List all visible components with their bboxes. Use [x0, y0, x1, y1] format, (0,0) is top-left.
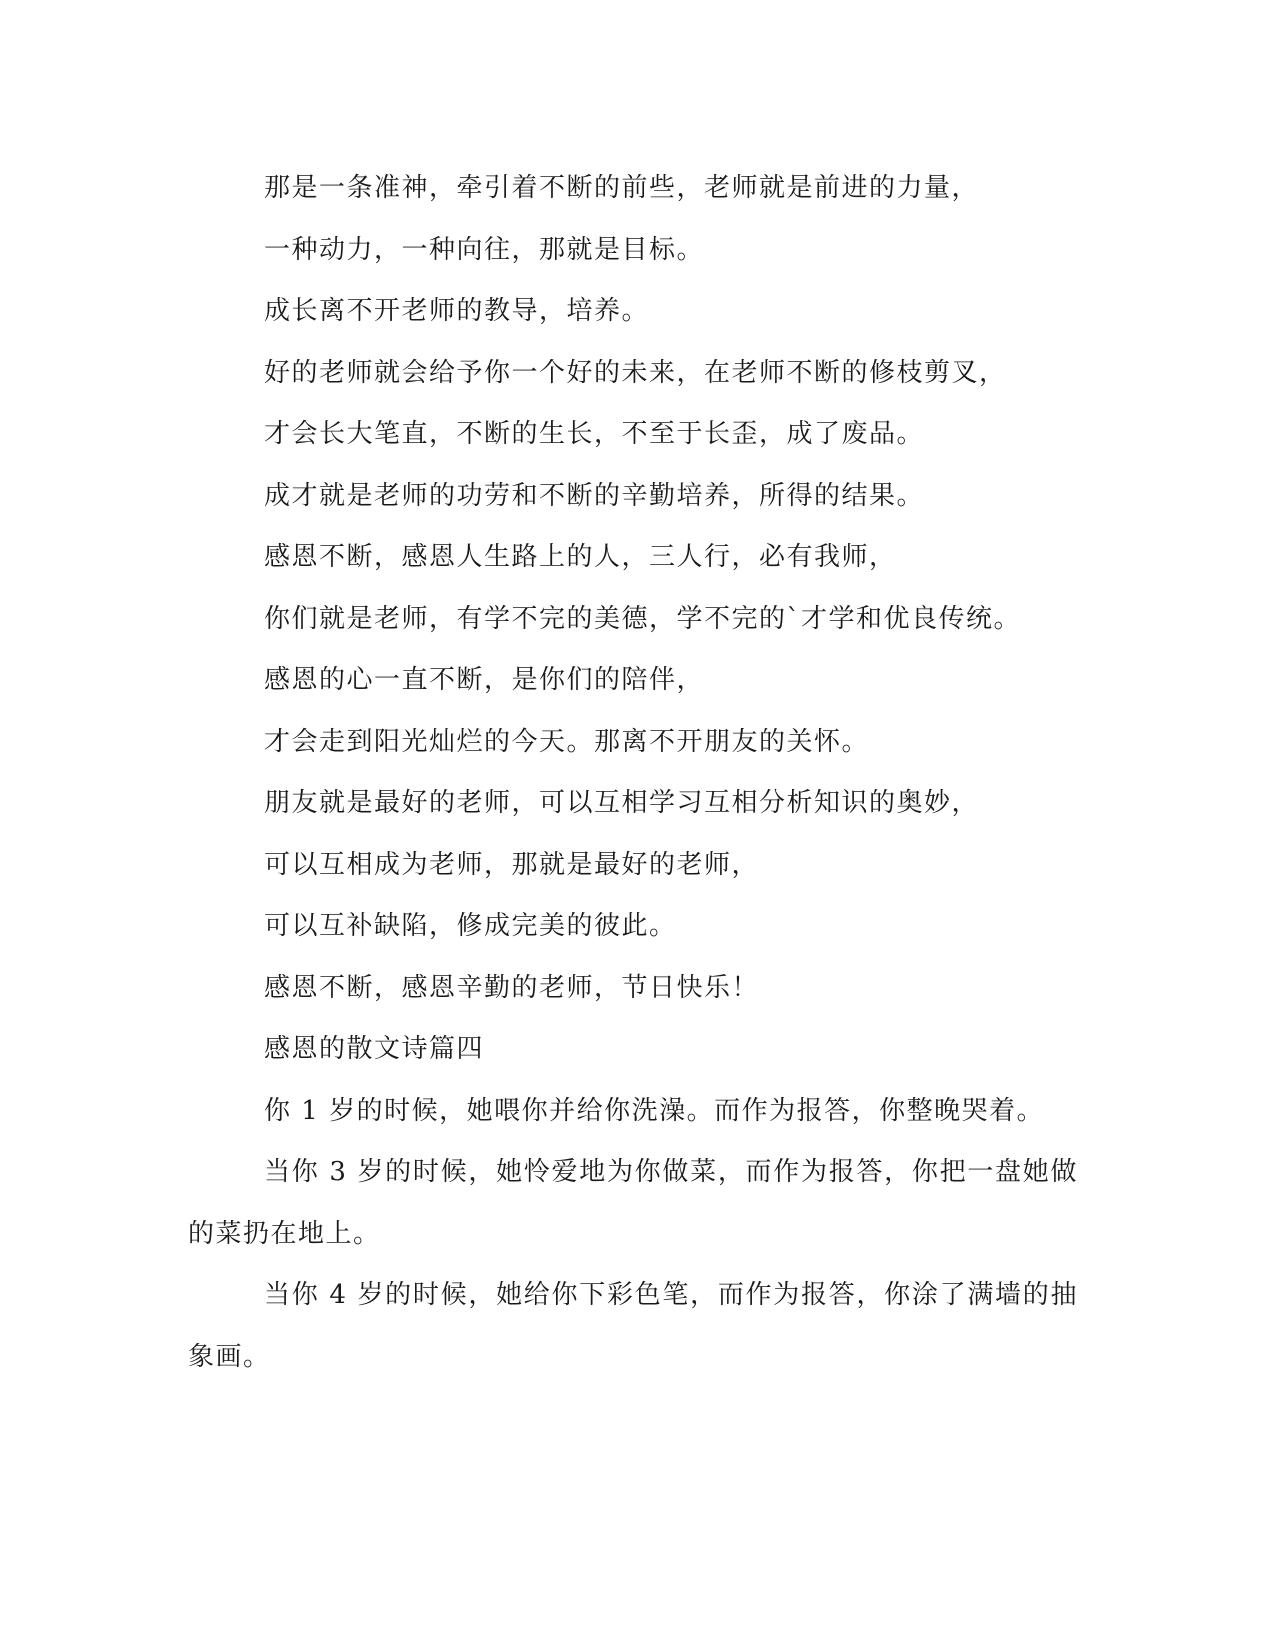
paragraph: 你 1 岁的时候，她喂你并给你洗澡。而作为报答，你整晚哭着。 [264, 1095, 1045, 1126]
paragraph: 成才就是老师的功劳和不断的辛勤培养，所得的结果。 [264, 480, 925, 511]
paragraph: 可以互相成为老师，那就是最好的老师， [264, 849, 760, 880]
paragraph: 感恩的心一直不断，是你们的陪伴， [264, 665, 705, 695]
paragraph: 你们就是老师，有学不完的美德，学不完的`才学和优良传统。 [264, 603, 1022, 634]
section-heading: 感恩的散文诗篇四 [264, 1034, 485, 1064]
paragraph: 好的老师就会给予你一个好的未来，在老师不断的修枝剪叉， [264, 357, 1007, 388]
paragraph: 可以互补缺陷，修成完美的彼此。 [264, 911, 677, 941]
paragraph: 感恩不断，感恩人生路上的人，三人行，必有我师， [264, 542, 897, 572]
paragraph: 成长离不开老师的教导，培养。 [264, 296, 650, 326]
paragraph: 当你 4 岁的时候，她给你下彩色笔，而作为报答，你涂了满墙的抽象画。 [188, 1280, 1078, 1372]
paragraph: 感恩不断，感恩辛勤的老师，节日快乐！ [264, 972, 760, 1003]
paragraph: 当你 3 岁的时候，她怜爱地为你做菜，而作为报答，你把一盘她做的菜扔在地上。 [188, 1157, 1078, 1249]
paragraph: 才会长大笔直，不断的生长，不至于长歪，成了废品。 [264, 419, 925, 449]
paragraph: 一种动力，一种向往，那就是目标。 [264, 234, 705, 265]
paragraph: 才会走到阳光灿烂的今天。那离不开朋友的关怀。 [264, 726, 870, 757]
body-text [188, 158, 1078, 1388]
paragraph: 朋友就是最好的老师，可以互相学习互相分析知识的奥妙， [264, 788, 980, 818]
paragraph: 那是一条准神，牵引着不断的前些，老师就是前进的力量， [264, 173, 980, 203]
